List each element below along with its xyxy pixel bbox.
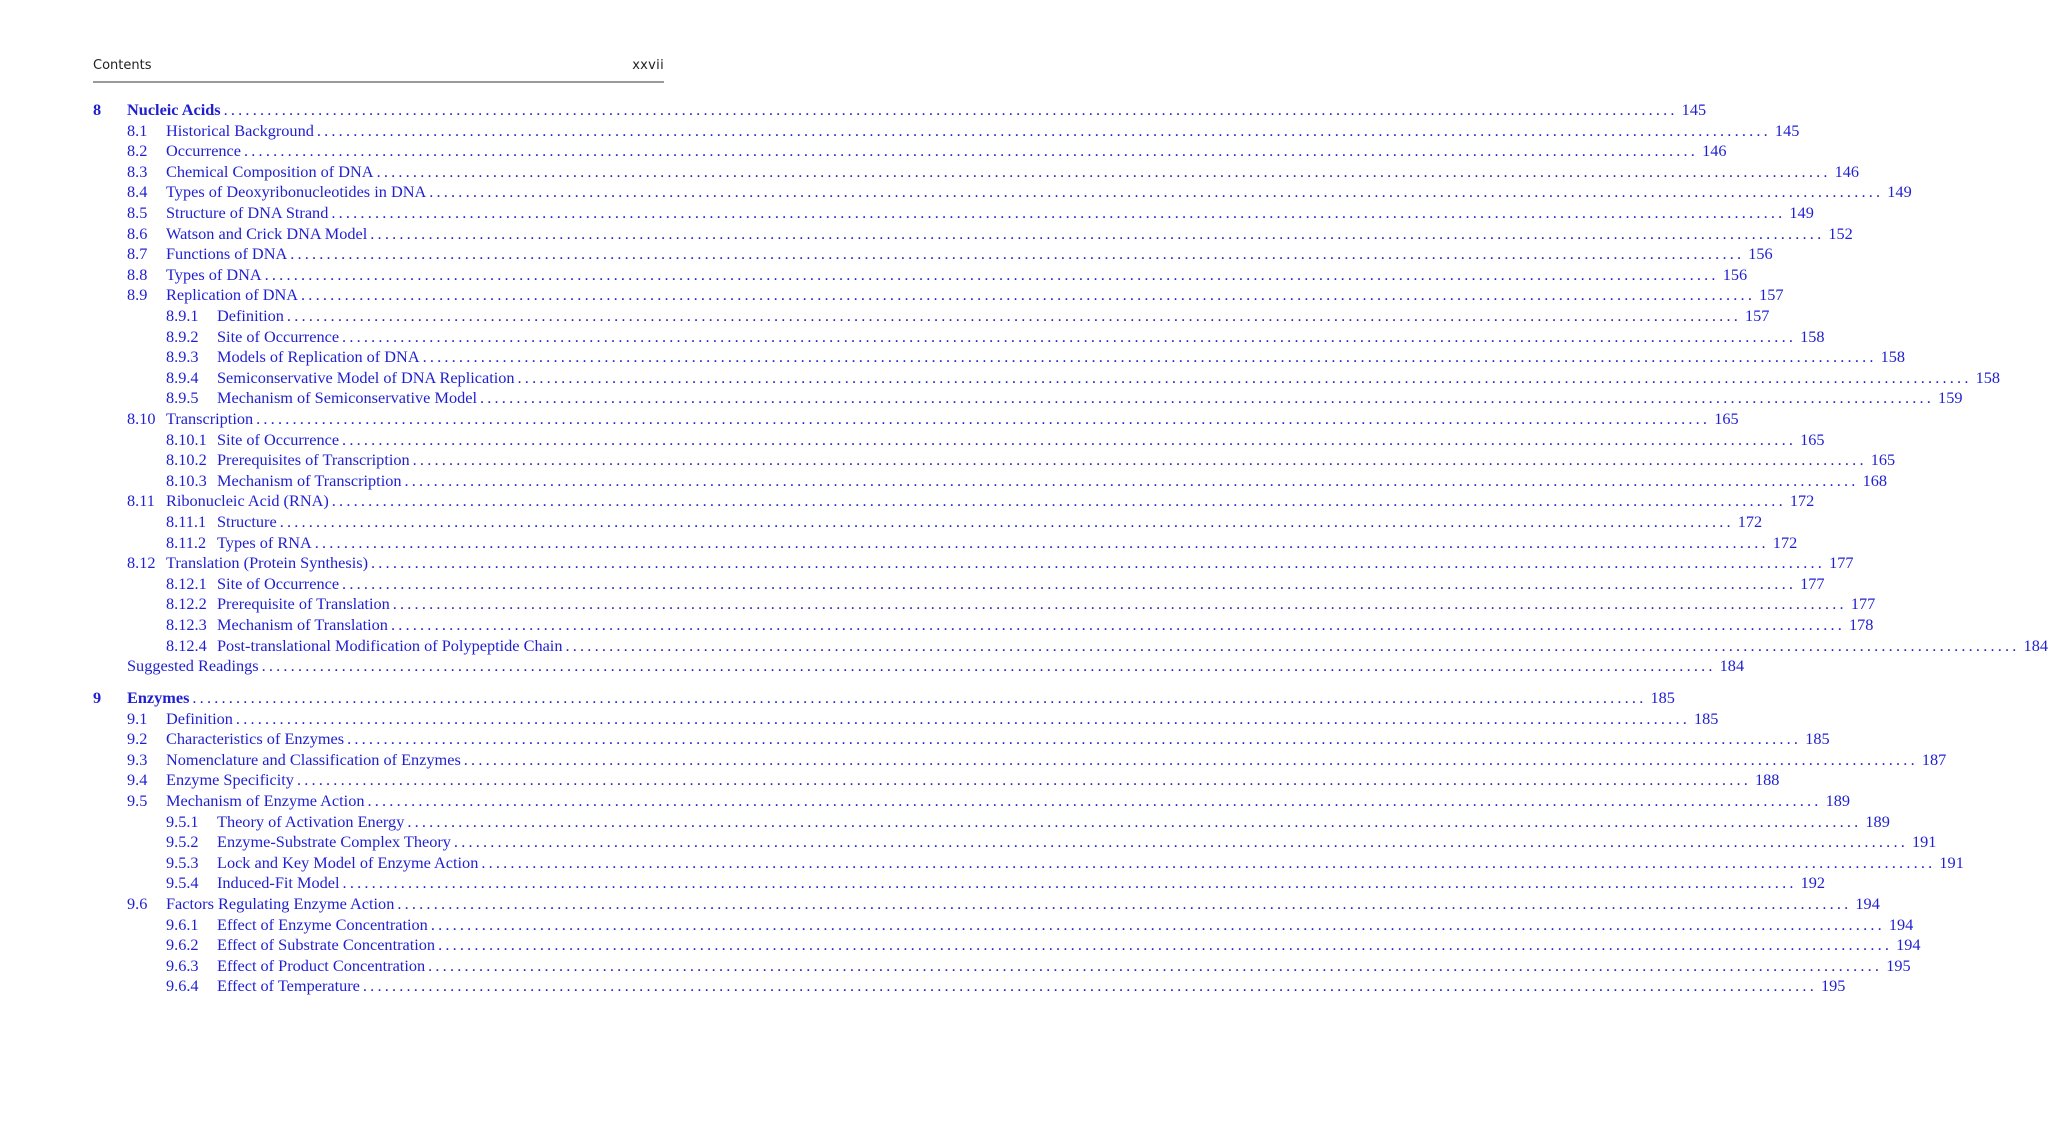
page-number-ref[interactable]: 172 bbox=[1786, 491, 1814, 511]
section-title[interactable]: Watson and Crick DNA Model bbox=[166, 224, 370, 244]
section-number: 8.1 bbox=[127, 120, 148, 140]
dot-leader: ........................................................................................................................................................................................................ bbox=[367, 791, 1822, 810]
dot-leader: ........................................................................................................................................................................................................ bbox=[296, 770, 1752, 790]
dot-leader: ........................................................................................................................................................................................................ bbox=[192, 688, 1647, 707]
dot-leader: ........................................................................................................................................................................................................ bbox=[286, 306, 1741, 325]
section-number: 9.6 bbox=[127, 894, 148, 913]
page-number-ref[interactable]: 172 bbox=[1734, 512, 1762, 532]
section-number: 8.11.2 bbox=[166, 532, 207, 552]
section-title[interactable]: Prerequisite of Translation bbox=[217, 594, 393, 614]
section-title[interactable]: Nomenclature and Classification of Enzymes bbox=[166, 750, 464, 770]
toc-section-row[interactable] bbox=[93, 223, 1853, 244]
section-title[interactable]: Structure bbox=[217, 512, 280, 532]
page-number-ref[interactable]: 158 bbox=[1877, 347, 1905, 367]
dot-leader: ........................................................................................................................................................................................................ bbox=[347, 729, 1802, 749]
page-number-ref[interactable]: 185 bbox=[1646, 688, 1674, 708]
page-number-ref[interactable]: 195 bbox=[1882, 956, 1910, 976]
page-number-ref[interactable]: 165 bbox=[1796, 430, 1824, 450]
page-number-ref[interactable]: 184 bbox=[2020, 636, 2048, 656]
page-number-ref[interactable]: 189 bbox=[1822, 791, 1850, 811]
page-number-ref[interactable]: 177 bbox=[1847, 594, 1875, 614]
section-title[interactable]: Lock and Key Model of Enzyme Action bbox=[217, 853, 481, 873]
toc-subsection-row[interactable] bbox=[93, 914, 1914, 935]
dot-leader: ........................................................................................................................................................................................................ bbox=[390, 615, 1846, 634]
dot-leader: ........................................................................................................................................................................................................ bbox=[412, 450, 1867, 470]
dot-leader: ........................................................................................................................................................................................................ bbox=[481, 852, 1936, 872]
dot-leader: ........................................................................................................................................................................................................ bbox=[342, 326, 1797, 346]
page-number-ref[interactable]: 146 bbox=[1831, 162, 1859, 182]
section-number: 9.5.3 bbox=[166, 852, 199, 872]
dot-leader: ........................................................................................................................................................................................................ bbox=[264, 264, 1719, 284]
chapter-number: 8 bbox=[93, 100, 102, 119]
dot-leader: ........................................................................................................................................................................................................ bbox=[342, 429, 1797, 449]
page-number-ref[interactable]: 157 bbox=[1741, 306, 1769, 326]
page-number-ref[interactable]: 194 bbox=[1892, 935, 1920, 955]
section-number: 9.3 bbox=[127, 749, 148, 769]
chapter-title[interactable]: Enzymes bbox=[127, 688, 192, 708]
toc-chapter-row[interactable] bbox=[93, 100, 1707, 120]
section-number: 8.9.5 bbox=[166, 388, 199, 408]
section-title[interactable]: Enzyme-Substrate Complex Theory bbox=[217, 832, 454, 852]
section-title[interactable]: Induced-Fit Model bbox=[217, 873, 343, 893]
page-number-ref[interactable]: 184 bbox=[1716, 656, 1744, 676]
toc-section-row[interactable] bbox=[93, 729, 1830, 749]
section-title[interactable]: Types of DNA bbox=[166, 265, 265, 285]
toc-subsection-row[interactable] bbox=[93, 573, 1825, 594]
dot-leader: ........................................................................................................................................................................................................ bbox=[392, 594, 1847, 614]
toc-section-row[interactable] bbox=[93, 141, 1727, 161]
page-number-ref[interactable]: 194 bbox=[1851, 894, 1879, 914]
section-title[interactable]: Mechanism of Enzyme Action bbox=[166, 791, 368, 811]
toc-section-row[interactable] bbox=[93, 161, 1860, 182]
page-number-ref[interactable]: 165 bbox=[1867, 450, 1895, 470]
dot-leader: ........................................................................................................................................................................................................ bbox=[404, 470, 1859, 490]
dot-leader: ........................................................................................................................................................................................................ bbox=[371, 553, 1826, 573]
section-number: 8.6 bbox=[127, 223, 148, 243]
section-number: 9.1 bbox=[127, 708, 148, 728]
section-title[interactable]: Mechanism of Translation bbox=[217, 615, 391, 635]
dot-leader: ........................................................................................................................................................................................................ bbox=[430, 914, 1885, 934]
page-number-ref[interactable]: 165 bbox=[1710, 409, 1738, 429]
toc-subsection-row[interactable] bbox=[93, 594, 1876, 614]
toc-section-row[interactable] bbox=[93, 120, 1800, 141]
page-number-ref[interactable]: 158 bbox=[1972, 368, 2000, 388]
section-number: 8.9.4 bbox=[166, 367, 199, 387]
section-number: 8.11.1 bbox=[166, 512, 207, 531]
section-number: 8.8 bbox=[127, 264, 148, 284]
section-title[interactable]: Ribonucleic Acid (RNA) bbox=[166, 491, 332, 511]
page-number-ref[interactable]: 145 bbox=[1678, 100, 1706, 120]
toc-section-row[interactable] bbox=[93, 182, 1912, 202]
section-title[interactable]: Transcription bbox=[166, 409, 256, 429]
page-number-ref[interactable]: 149 bbox=[1785, 203, 1813, 223]
toc-subsection-row[interactable] bbox=[93, 955, 1911, 976]
page-number-ref[interactable]: 185 bbox=[1690, 709, 1718, 729]
page-number-ref[interactable]: 146 bbox=[1698, 141, 1726, 161]
section-title[interactable]: Theory of Activation Energy bbox=[217, 812, 407, 832]
toc-section-row[interactable] bbox=[93, 791, 1850, 811]
toc-subsection-row[interactable] bbox=[93, 512, 1763, 532]
page-number-ref[interactable]: 168 bbox=[1859, 471, 1887, 491]
section-title[interactable]: Factors Regulating Enzyme Action bbox=[166, 894, 397, 914]
section-title[interactable]: Definition bbox=[166, 709, 236, 729]
page-number-ref[interactable]: 192 bbox=[1797, 873, 1825, 893]
section-title[interactable]: Prerequisites of Transcription bbox=[217, 450, 413, 470]
dot-leader: ........................................................................................................................................................................................................ bbox=[342, 573, 1797, 593]
section-title[interactable]: Occurrence bbox=[166, 141, 244, 161]
dot-leader: ........................................................................................................................................................................................................ bbox=[376, 161, 1831, 181]
page-number-ref[interactable]: 157 bbox=[1755, 285, 1783, 305]
section-number: 8.5 bbox=[127, 203, 148, 222]
section-title[interactable]: Historical Background bbox=[166, 121, 317, 141]
section-title[interactable]: Definition bbox=[217, 306, 287, 326]
section-number: 9.6.4 bbox=[166, 976, 199, 996]
page-number-ref[interactable]: 172 bbox=[1769, 533, 1797, 553]
dot-leader: ........................................................................................................................................................................................................ bbox=[565, 635, 2020, 655]
section-number: 8.10.2 bbox=[166, 450, 207, 470]
section-number: 8.12.3 bbox=[166, 615, 207, 634]
section-number: 8.12.2 bbox=[166, 594, 207, 614]
toc-section-row[interactable] bbox=[93, 553, 1854, 573]
toc-section-row[interactable] bbox=[93, 244, 1773, 264]
section-title[interactable]: Functions of DNA bbox=[166, 244, 290, 264]
dot-leader: ........................................................................................................................................................................................................ bbox=[301, 285, 1756, 305]
section-title[interactable]: Semiconservative Model of DNA Replication bbox=[217, 368, 518, 388]
page-number-ref[interactable]: 156 bbox=[1744, 244, 1772, 264]
section-number: 9.6.2 bbox=[166, 935, 199, 955]
dot-leader: ........................................................................................................................................................................................................ bbox=[438, 935, 1893, 955]
dot-leader: ........................................................................................................................................................................................................ bbox=[422, 347, 1877, 367]
section-title[interactable]: Types of RNA bbox=[217, 533, 315, 553]
toc-section-row[interactable] bbox=[93, 264, 1748, 285]
section-title[interactable]: Models of Replication of DNA bbox=[217, 347, 423, 367]
page-number-ref[interactable]: 178 bbox=[1845, 615, 1873, 635]
page-number-ref[interactable]: 149 bbox=[1883, 182, 1911, 202]
section-title[interactable]: Mechanism of Semiconservative Model bbox=[217, 388, 480, 408]
section-number: 8.10 bbox=[127, 409, 156, 428]
section-number: 8.9.1 bbox=[166, 306, 199, 325]
section-title[interactable]: Characteristics of Enzymes bbox=[166, 729, 347, 749]
toc-subsection-row[interactable] bbox=[93, 367, 2001, 388]
section-title[interactable]: Chemical Composition of DNA bbox=[166, 162, 377, 182]
section-title[interactable]: Replication of DNA bbox=[166, 285, 301, 305]
section-title[interactable]: Structure of DNA Strand bbox=[166, 203, 331, 223]
section-title[interactable]: Translation (Protein Synthesis) bbox=[166, 553, 371, 573]
section-number: 9.5.4 bbox=[166, 873, 199, 893]
chapter-number: 9 bbox=[93, 688, 102, 707]
section-number: 9.5.1 bbox=[166, 811, 199, 831]
dot-leader: ........................................................................................................................................................................................................ bbox=[453, 832, 1908, 852]
toc-section-row[interactable] bbox=[93, 770, 1780, 790]
dot-leader: ........................................................................................................................................................................................................ bbox=[362, 976, 1817, 996]
page-number-ref[interactable]: 185 bbox=[1801, 729, 1829, 749]
toc-chapter-row[interactable] bbox=[93, 688, 1675, 708]
toc-subsection-row[interactable] bbox=[93, 615, 1874, 635]
section-number: 8.11 bbox=[127, 491, 155, 511]
page-number-ref[interactable]: 177 bbox=[1825, 553, 1853, 573]
section-number: 9.5 bbox=[127, 791, 148, 810]
section-number: 8.12 bbox=[127, 553, 156, 573]
dot-leader: ........................................................................................................................................................................................................ bbox=[428, 955, 1883, 975]
section-number: 9.6.1 bbox=[166, 914, 199, 934]
header-rule bbox=[93, 81, 664, 83]
toc-subsection-row[interactable] bbox=[93, 976, 1846, 996]
page-number-ref[interactable]: 145 bbox=[1771, 121, 1799, 141]
page-number-ref[interactable]: 187 bbox=[1918, 750, 1946, 770]
dot-leader: ........................................................................................................................................................................................................ bbox=[331, 491, 1786, 511]
section-title[interactable]: Effect of Temperature bbox=[217, 976, 363, 996]
page-number-ref[interactable]: 191 bbox=[1935, 853, 1963, 873]
dot-leader: ........................................................................................................................................................................................................ bbox=[244, 141, 1699, 161]
section-title[interactable]: Effect of Product Concentration bbox=[217, 956, 428, 976]
dot-leader: ........................................................................................................................................................................................................ bbox=[370, 223, 1825, 243]
toc-section-row[interactable] bbox=[93, 491, 1815, 511]
section-number: 9.4 bbox=[127, 770, 148, 790]
page-number-ref[interactable]: 152 bbox=[1824, 224, 1852, 244]
chapter-title[interactable]: Nucleic Acids bbox=[127, 100, 224, 120]
page-number-ref[interactable]: 189 bbox=[1861, 812, 1889, 832]
dot-leader: ........................................................................................................................................................................................................ bbox=[316, 120, 1771, 140]
dot-leader: ........................................................................................................................................................................................................ bbox=[342, 873, 1797, 893]
section-number: 8.12.1 bbox=[166, 573, 207, 593]
section-number: 8.9.3 bbox=[166, 347, 199, 367]
section-number: 8.10.1 bbox=[166, 429, 207, 449]
running-header bbox=[93, 58, 664, 80]
toc-subsection-row[interactable] bbox=[93, 450, 1896, 470]
toc-subsection-row[interactable] bbox=[93, 326, 1825, 347]
section-number: 9.2 bbox=[127, 729, 148, 749]
section-number: 8.9.2 bbox=[166, 326, 199, 346]
section-number: 9.5.2 bbox=[166, 832, 199, 852]
dot-leader: ........................................................................................................................................................................................................ bbox=[279, 512, 1734, 531]
running-header-title: Contents bbox=[93, 58, 152, 73]
section-title[interactable]: Suggested Readings bbox=[127, 656, 262, 676]
page-number-ref[interactable]: 159 bbox=[1934, 388, 1962, 408]
toc-subsection-row[interactable] bbox=[93, 470, 1887, 491]
section-number: 8.9 bbox=[127, 285, 148, 305]
toc-section-row[interactable] bbox=[93, 285, 1784, 305]
toc-subsection-row[interactable] bbox=[93, 935, 1921, 955]
section-title[interactable]: Post-translational Modification of Polypeptide Chain bbox=[217, 636, 565, 656]
toc-subsection-row[interactable] bbox=[93, 873, 1826, 893]
dot-leader: ........................................................................................................................................................................................................ bbox=[256, 409, 1711, 428]
toc-subsection-row[interactable] bbox=[93, 388, 1963, 408]
dot-leader: ........................................................................................................................................................................................................ bbox=[407, 811, 1862, 831]
dot-leader: ........................................................................................................................................................................................................ bbox=[235, 708, 1690, 728]
section-title[interactable]: Effect of Substrate Concentration bbox=[217, 935, 438, 955]
section-title[interactable]: Effect of Enzyme Concentration bbox=[217, 915, 431, 935]
toc-section-row[interactable] bbox=[93, 894, 1880, 914]
section-title[interactable]: Enzyme Specificity bbox=[166, 770, 297, 790]
page-number-ref[interactable]: 156 bbox=[1719, 265, 1747, 285]
toc-subsection-row[interactable] bbox=[93, 532, 1798, 553]
dot-leader: ........................................................................................................................................................................................................ bbox=[290, 244, 1745, 264]
section-title[interactable]: Types of Deoxyribonucleotides in DNA bbox=[166, 182, 429, 202]
toc-subsection-row[interactable] bbox=[93, 347, 1906, 367]
section-number: 8.7 bbox=[127, 244, 148, 264]
page-number-ref[interactable]: 195 bbox=[1817, 976, 1845, 996]
dot-leader: ........................................................................................................................................................................................................ bbox=[331, 203, 1786, 222]
section-number: 8.3 bbox=[127, 161, 148, 181]
section-number: 8.12.4 bbox=[166, 635, 207, 655]
toc-section-row[interactable] bbox=[93, 409, 1739, 429]
section-number: 8.4 bbox=[127, 182, 148, 202]
section-number: 8.2 bbox=[127, 141, 148, 161]
dot-leader: ........................................................................................................................................................................................................ bbox=[517, 367, 1972, 387]
dot-leader: ........................................................................................................................................................................................................ bbox=[429, 182, 1884, 202]
dot-leader: ........................................................................................................................................................................................................ bbox=[314, 532, 1769, 552]
page-number-ref[interactable]: 158 bbox=[1796, 327, 1824, 347]
toc-subsection-row[interactable] bbox=[93, 635, 2048, 656]
toc-subsection-row[interactable] bbox=[93, 306, 1770, 326]
toc-section-row[interactable] bbox=[93, 749, 1947, 770]
toc-section-row[interactable] bbox=[93, 203, 1814, 223]
dot-leader: ........................................................................................................................................................................................................ bbox=[397, 894, 1852, 913]
section-number: 9.6.3 bbox=[166, 955, 199, 975]
toc-subsection-row[interactable] bbox=[93, 811, 1890, 832]
page-number-ref[interactable]: 177 bbox=[1796, 574, 1824, 594]
dot-leader: ........................................................................................................................................................................................................ bbox=[479, 388, 1935, 408]
section-title[interactable]: Site of Occurrence bbox=[217, 430, 342, 450]
toc-subsection-row[interactable] bbox=[93, 832, 1937, 852]
toc-subsection-row[interactable] bbox=[93, 429, 1825, 450]
page-number: xxvii bbox=[632, 58, 664, 73]
page-number-ref[interactable]: 188 bbox=[1751, 770, 1779, 790]
dot-leader: ........................................................................................................................................................................................................ bbox=[223, 100, 1678, 119]
page-number-ref[interactable]: 194 bbox=[1885, 915, 1913, 935]
dot-leader: ........................................................................................................................................................................................................ bbox=[463, 749, 1918, 769]
page-number-ref[interactable]: 191 bbox=[1908, 832, 1936, 852]
toc-section-row[interactable] bbox=[93, 708, 1719, 729]
section-title[interactable]: Site of Occurrence bbox=[217, 574, 342, 594]
toc-subsection-row[interactable] bbox=[93, 852, 1964, 873]
section-number: 8.10.3 bbox=[166, 470, 207, 490]
section-title[interactable]: Site of Occurrence bbox=[217, 327, 342, 347]
toc-section-row[interactable] bbox=[93, 656, 1745, 676]
dot-leader: ........................................................................................................................................................................................................ bbox=[261, 656, 1716, 676]
section-title[interactable]: Mechanism of Transcription bbox=[217, 471, 405, 491]
